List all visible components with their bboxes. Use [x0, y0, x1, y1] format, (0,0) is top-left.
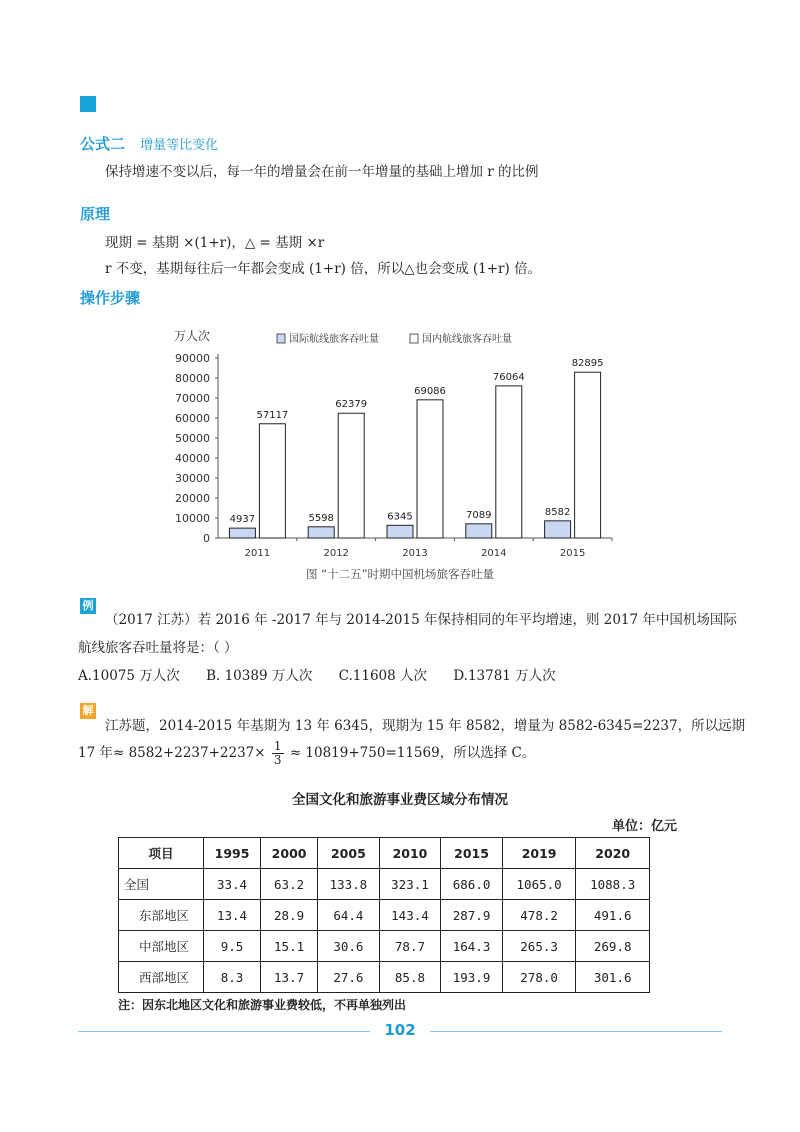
table-title: 全国文化和旅游事业费区域分布情况 [292, 792, 508, 808]
expenditure-table [118, 837, 650, 993]
solution-line-2-end: ≈ 10819+750=11569，所以选择 C。 [289, 745, 536, 761]
table-cell: 133.8 [318, 869, 380, 900]
header-2015: 2015 [441, 838, 503, 869]
solution-tag-wrap [80, 699, 96, 719]
table-cell: 30.6 [318, 931, 380, 962]
bar-international [308, 527, 334, 538]
formula-name: 增量等比变化 [140, 138, 219, 153]
header-2010: 2010 [379, 838, 441, 869]
table-cell: 1088.3 [576, 869, 650, 900]
principle-line-1: 现期 = 基期 ×(1+r)，△ = 基期 ×r [105, 235, 325, 251]
table-row [119, 869, 650, 900]
data-label-domestic: 76064 [492, 371, 525, 383]
example-tag-wrap [80, 594, 96, 614]
formula-label: 公式二 [80, 135, 126, 153]
table-header-row [119, 838, 650, 869]
steps-heading: 操作步骤 [80, 289, 141, 307]
table-cell: 9.5 [204, 931, 261, 962]
data-label-international: 6345 [387, 511, 413, 523]
principle-line-2: r 不变，基期每往后一年都会变成 (1+r) 倍，所以△也会变成 (1+r) 倍。 [105, 261, 542, 277]
option-b: B. 10389 万人次 [206, 668, 313, 684]
fraction-numerator: 1 [273, 739, 282, 753]
table-cell: 478.2 [502, 900, 576, 931]
fraction-one-third [272, 740, 284, 767]
table-cell: 301.6 [576, 962, 650, 993]
x-tick-label: 2015 [559, 548, 586, 559]
bar-international [229, 528, 255, 538]
example-line-2: 航线旅客吞吐量将是：（ ） [78, 640, 238, 656]
chart-bars [229, 358, 603, 538]
y-tick-label: 10000 [175, 512, 210, 525]
x-tick-label: 2013 [402, 548, 428, 559]
table-cell: 265.3 [502, 931, 576, 962]
table-row [119, 900, 650, 931]
option-c: C.11608 人次 [338, 668, 428, 684]
legend-label-international: 国际航线旅客吞吐量 [289, 334, 379, 345]
data-label-international: 4937 [229, 514, 256, 526]
section-marker [80, 96, 96, 112]
example-tag: 例 [80, 598, 96, 614]
row-name: 中部地区 [119, 931, 204, 962]
bar-domestic [338, 413, 364, 538]
table-cell: 287.9 [441, 900, 503, 931]
table-cell: 27.6 [318, 962, 380, 993]
header-2019: 2019 [502, 838, 576, 869]
table-cell: 491.6 [576, 900, 650, 931]
bar-domestic [417, 400, 443, 538]
y-tick-label: 50000 [175, 432, 210, 445]
table-cell: 323.1 [379, 869, 441, 900]
table-cell: 78.7 [379, 931, 441, 962]
table-cell: 85.8 [379, 962, 441, 993]
header-item: 项目 [119, 838, 204, 869]
table-cell: 13.4 [204, 900, 261, 931]
x-tick-label: 2011 [244, 548, 271, 559]
principle-heading: 原理 [80, 205, 111, 223]
bar-chart [160, 320, 640, 590]
row-name: 西部地区 [119, 962, 204, 993]
data-label-domestic: 82895 [571, 358, 604, 370]
data-label-international: 8582 [544, 506, 571, 518]
bar-international [466, 524, 492, 538]
solution-line-1: 江苏题，2014-2015 年基期为 13 年 6345，现期为 15 年 8582，增量为 8582-6345=2237，所以远期 [105, 718, 746, 734]
bar-domestic [575, 372, 601, 538]
table-row [119, 962, 650, 993]
bar-international [545, 521, 571, 538]
table-cell: 33.4 [204, 869, 261, 900]
table-cell: 15.1 [261, 931, 318, 962]
header-2020: 2020 [576, 838, 650, 869]
y-tick-label: 30000 [175, 472, 210, 485]
row-name: 全国 [119, 869, 204, 900]
table-cell: 686.0 [441, 869, 503, 900]
table-cell: 164.3 [441, 931, 503, 962]
y-axis-label: 万人次 [174, 329, 211, 343]
legend-label-domestic: 国内航线旅客吞吐量 [422, 334, 512, 345]
y-tick-label: 20000 [175, 492, 210, 505]
chart-legend [277, 332, 512, 345]
x-tick-label: 2014 [481, 548, 507, 559]
example-options [78, 664, 718, 684]
table-cell: 269.8 [576, 931, 650, 962]
data-label-domestic: 57117 [256, 409, 289, 421]
option-a: A.10075 万人次 [78, 668, 180, 684]
bar-international [387, 525, 413, 538]
y-tick-label: 60000 [175, 412, 210, 425]
data-label-domestic: 62379 [335, 399, 368, 411]
table-cell: 63.2 [261, 869, 318, 900]
data-label-international: 7089 [466, 509, 492, 521]
solution-tag: 解 [80, 703, 96, 719]
formula-heading [80, 133, 218, 154]
y-tick-label: 80000 [175, 372, 210, 385]
table-cell: 13.7 [261, 962, 318, 993]
table-note: 注：因东北地区文化和旅游事业费较低，不再单独列出 [118, 998, 407, 1012]
y-tick-label: 90000 [175, 352, 210, 365]
footer-rule-right [430, 1031, 722, 1032]
table-cell: 193.9 [441, 962, 503, 993]
table-cell: 143.4 [379, 900, 441, 931]
table-cell: 8.3 [204, 962, 261, 993]
solution-line-2-start: 17 年≈ 8582+2237+2237× [78, 745, 266, 761]
header-2005: 2005 [318, 838, 380, 869]
table-cell: 64.4 [318, 900, 380, 931]
footer-rule-left [78, 1031, 370, 1032]
table-cell: 28.9 [261, 900, 318, 931]
page-number: 102 [384, 1021, 416, 1039]
legend-swatch-international [277, 334, 285, 343]
data-label-international: 5598 [308, 512, 334, 524]
header-1995: 1995 [204, 838, 261, 869]
table-row [119, 931, 650, 962]
legend-swatch-domestic [410, 334, 418, 343]
table-cell: 278.0 [502, 962, 576, 993]
y-tick-label: 70000 [175, 392, 210, 405]
example-line-1: （2017 江苏）若 2016 年 -2017 年与 2014-2015 年保持相同的年平均增速，则 2017 年中国机场国际 [105, 612, 737, 628]
y-tick-label: 0 [203, 532, 210, 545]
data-label-domestic: 69086 [414, 385, 446, 397]
row-name: 东部地区 [119, 900, 204, 931]
formula-description: 保持增速不变以后，每一年的增量会在前一年增量的基础上增加 r 的比例 [105, 164, 539, 180]
fraction-denominator: 3 [273, 753, 282, 767]
bar-domestic [496, 386, 522, 538]
solution-line-2 [78, 740, 535, 767]
chart-caption: 图 “十二五”时期中国机场旅客吞吐量 [305, 567, 495, 581]
header-2000: 2000 [261, 838, 318, 869]
table-cell: 1065.0 [502, 869, 576, 900]
table-unit: 单位：亿元 [612, 819, 678, 834]
option-d: D.13781 万人次 [453, 668, 556, 684]
y-tick-label: 40000 [175, 452, 210, 465]
bar-domestic [259, 424, 285, 538]
x-tick-label: 2012 [323, 548, 349, 559]
